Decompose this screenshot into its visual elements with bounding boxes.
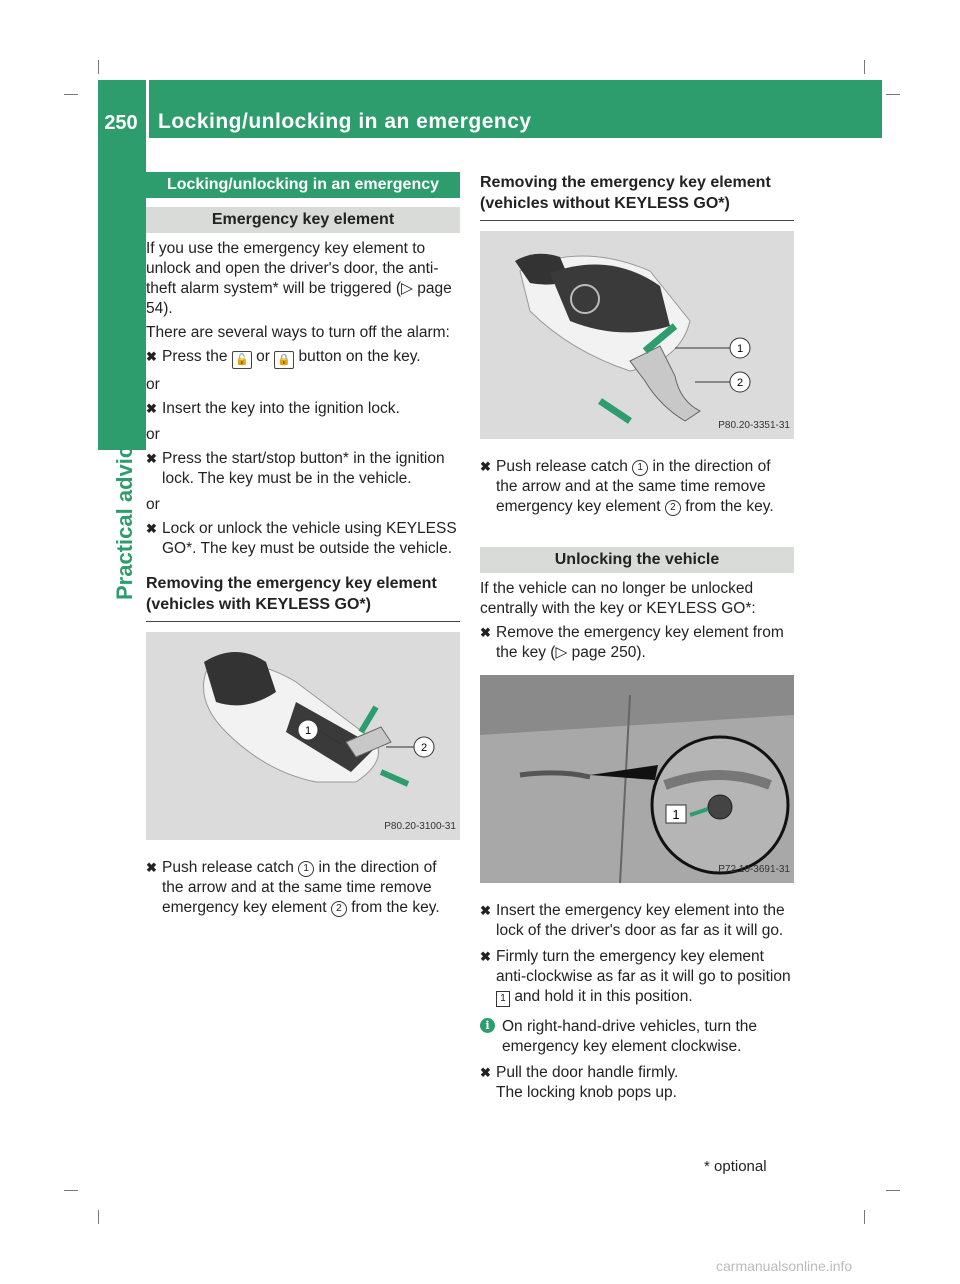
key-illustration — [480, 231, 794, 439]
svg-text:2: 2 — [736, 377, 744, 389]
list-item-text: Insert the emergency key element into the lock of the driver's door as far as it will go. — [496, 902, 785, 939]
list-item-text: Pull the door handle firmly. — [496, 1064, 679, 1081]
bullet-arrow-icon: ✖ — [480, 459, 491, 474]
door-illustration — [480, 675, 794, 883]
list-item-text: Press the — [162, 348, 228, 365]
intro-paragraph: If you use the emergency key element to unlock and open the driver's door, the anti-theft alarm system* will be triggered (▷ page 54). — [146, 240, 452, 317]
bullet-arrow-icon: ✖ — [480, 1065, 491, 1080]
list-item — [146, 449, 460, 489]
bullet-arrow-icon: ✖ — [146, 451, 157, 466]
list-item-text: from the key. — [685, 498, 774, 515]
side-tab-block — [98, 138, 146, 450]
header-title: Locking/unlocking in an emergency — [158, 110, 532, 133]
list-item-text: in the direction of the arrow and at the same time remove emergency key element — [162, 859, 437, 916]
list-item-text: button on the key. — [298, 348, 421, 365]
list-item-text: Press the start/stop button* in the ignition lock. The key must be in the vehicle. — [162, 450, 445, 487]
left-column — [146, 172, 460, 918]
header-separator — [146, 80, 149, 138]
list-item-text: The locking knob pops up. — [496, 1084, 677, 1101]
or-text: or — [146, 426, 160, 443]
section-title: Locking/unlocking in an emergency — [146, 172, 460, 198]
list-item — [480, 901, 794, 941]
bullet-arrow-icon: ✖ — [146, 401, 157, 416]
or-text: or — [146, 376, 160, 393]
key-illustration — [146, 632, 460, 840]
list-item — [146, 858, 460, 918]
svg-text:1: 1 — [304, 725, 312, 737]
crop-mark — [864, 60, 865, 74]
marker-1: 1 — [632, 460, 648, 476]
list-item — [480, 1063, 794, 1103]
info-note — [480, 1017, 794, 1057]
bullet-arrow-icon: ✖ — [480, 903, 491, 918]
heading-rule — [146, 621, 460, 622]
footer-optional: * optional — [704, 1158, 767, 1175]
list-item-text: and hold it in this position. — [514, 988, 693, 1005]
crop-mark — [886, 1190, 900, 1191]
bullet-arrow-icon: ✖ — [146, 860, 157, 875]
subsection-title-emergency-key: Emergency key element — [146, 207, 460, 233]
crop-mark — [98, 1210, 99, 1224]
list-item-text: or — [256, 348, 270, 365]
marker-2: 2 — [331, 901, 347, 917]
alarm-intro: There are several ways to turn off the alarm: — [146, 324, 450, 341]
or-text: or — [146, 496, 160, 513]
svg-text:1: 1 — [736, 343, 744, 355]
side-tab-label: Practical advice — [112, 433, 137, 600]
crop-mark — [864, 1210, 865, 1224]
bullet-arrow-icon: ✖ — [480, 625, 491, 640]
list-item — [146, 519, 460, 559]
door-figure — [480, 675, 794, 883]
list-item — [480, 623, 794, 663]
list-item — [146, 399, 460, 419]
list-item-text: Push release catch — [162, 859, 294, 876]
unlock-icon: 🔓 — [232, 351, 252, 369]
bullet-arrow-icon: ✖ — [480, 949, 491, 964]
list-item-text: Push release catch — [496, 458, 628, 475]
page-number: 250 — [104, 112, 138, 134]
info-text: On right-hand-drive vehicles, turn the emergency key element clockwise. — [502, 1018, 758, 1055]
info-icon: i — [480, 1018, 495, 1033]
watermark: carmanualsonline.info — [716, 1258, 853, 1274]
position-marker-1: 1 — [496, 991, 510, 1007]
list-item-text: Insert the key into the ignition lock. — [162, 400, 400, 417]
heading-nokeyless: Removing the emergency key element (vehicles without KEYLESS GO*) — [480, 174, 771, 212]
crop-mark — [98, 60, 99, 74]
list-item — [480, 947, 794, 1007]
list-item — [146, 347, 460, 369]
figure-code: P80.20-3100-31 — [384, 821, 456, 832]
bullet-arrow-icon: ✖ — [146, 521, 157, 536]
right-column — [480, 172, 794, 1103]
marker-2: 2 — [665, 500, 681, 516]
side-tab — [98, 138, 146, 1148]
crop-mark — [886, 94, 900, 95]
list-item-text: Firmly turn the emergency key element anti-clockwise as far as it will go to position — [496, 948, 791, 985]
list-item-text: Remove the emergency key element from the key (▷ page 250). — [496, 624, 784, 661]
svg-text:1: 1 — [672, 807, 680, 822]
key-figure-keyless — [146, 632, 460, 840]
lock-icon: 🔒 — [274, 351, 294, 369]
marker-1: 1 — [298, 861, 314, 877]
subsection-title-unlocking: Unlocking the vehicle — [480, 547, 794, 573]
heading-rule — [480, 220, 794, 221]
crop-mark — [64, 1190, 78, 1191]
crop-mark — [64, 94, 78, 95]
list-item-text: from the key. — [351, 899, 440, 916]
list-item-text: Lock or unlock the vehicle using KEYLESS GO*. The key must be outside the vehicle. — [162, 520, 457, 557]
heading-keyless: Removing the emergency key element (vehicles with KEYLESS GO*) — [146, 575, 437, 613]
svg-text:2: 2 — [420, 742, 428, 754]
list-item-text: in the direction of the arrow and at the same time remove emergency key element — [496, 458, 771, 515]
list-item — [480, 457, 794, 517]
figure-code: P80.20-3351-31 — [718, 420, 790, 431]
unlock-intro: If the vehicle can no longer be unlocked centrally with the key or KEYLESS GO*: — [480, 580, 756, 617]
figure-code: P72.10-3691-31 — [718, 864, 790, 875]
key-figure-nokeyless — [480, 231, 794, 439]
bullet-arrow-icon: ✖ — [146, 349, 157, 364]
